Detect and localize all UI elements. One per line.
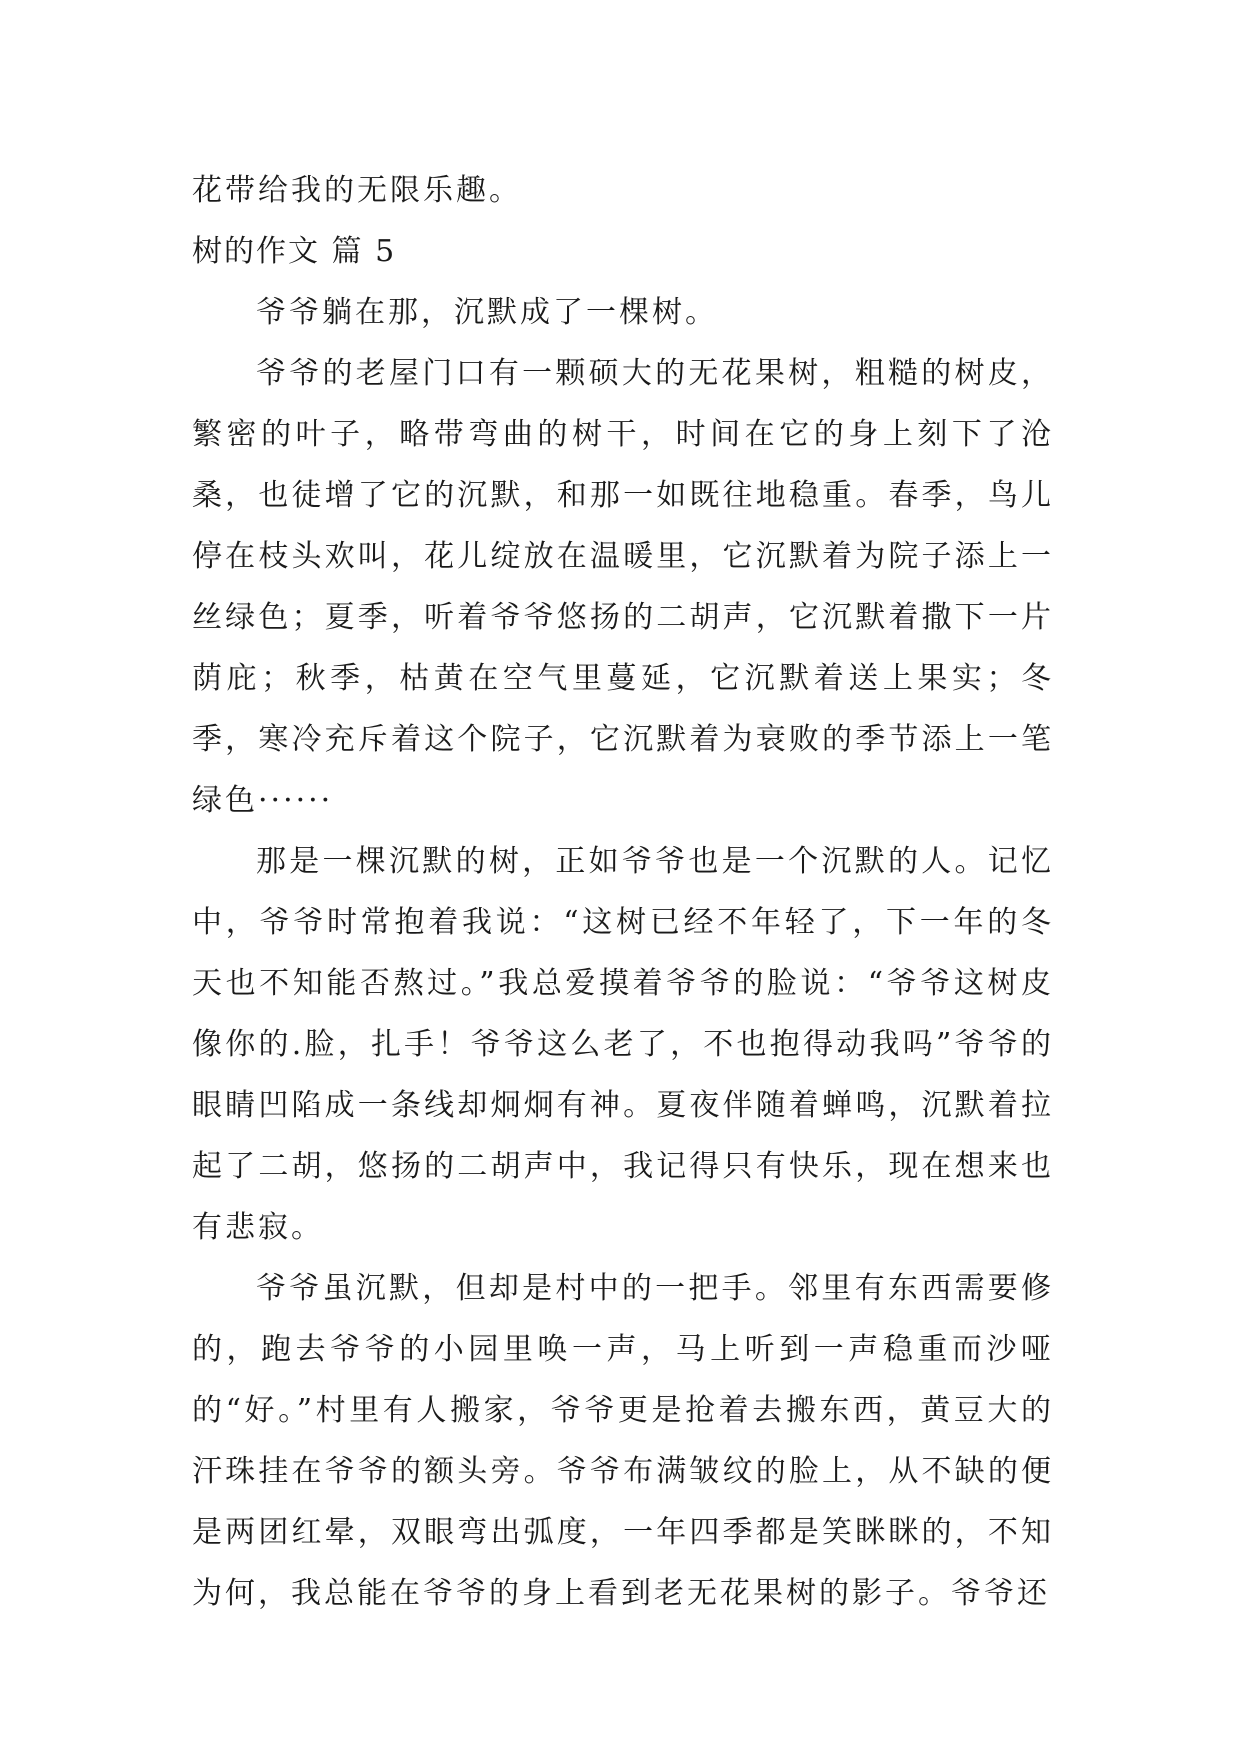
paragraph-3: 那是一棵沉默的树，正如爷爷也是一个沉默的人。记忆中，爷爷时常抱着我说：“这树已经不年轻了，下一年的冬天也不知能否熬过。”我总爱摸着爷爷的脸说：“爷爷这树皮像你的.脸，扎手！爷爷这么老了，不也抱得动我吗”爷爷的眼睛凹陷成一条线却炯炯有神。夏夜伴随着蝉鸣，沉默着拉起了二胡，悠扬的二胡声中，我记得只有快乐，现在想来也有悲寂。	[192, 844, 1054, 1245]
continuation-line: 花带给我的无限乐趣。	[192, 173, 522, 208]
paragraph-4: 爷爷虽沉默，但却是村中的一把手。邻里有东西需要修的，跑去爷爷的小园里唤一声，马上听到一声稳重而沙哑的“好。”村里有人搬家，爷爷更是抢着去搬东西，黄豆大的汗珠挂在爷爷的额头旁。爷爷布满皱纹的脸上，从不缺的便是两团红晕，双眼弯出弧度，一年四季都是笑眯眯的，不知为何，我总能在爷爷的身上看到老无花果树的影子。爷爷还	[192, 1271, 1054, 1611]
essay-heading: 树的作文 篇 5	[192, 234, 397, 269]
document-page	[192, 160, 1054, 1624]
paragraph-2: 爷爷的老屋门口有一颗硕大的无花果树，粗糙的树皮，繁密的叶子，略带弯曲的树干，时间在它的身上刻下了沧桑，也徒增了它的沉默，和那一如既往地稳重。春季，鸟儿停在枝头欢叫，花儿绽放在温暖里，它沉默着为院子添上一丝绿色；夏季，听着爷爷悠扬的二胡声，它沉默着撒下一片荫庇；秋季，枯黄在空气里蔓延，它沉默着送上果实；冬季，寒冷充斥着这个院子，它沉默着为衰败的季节添上一笔绿色······	[192, 356, 1054, 818]
paragraph-1: 爷爷躺在那，沉默成了一棵树。	[256, 295, 718, 330]
